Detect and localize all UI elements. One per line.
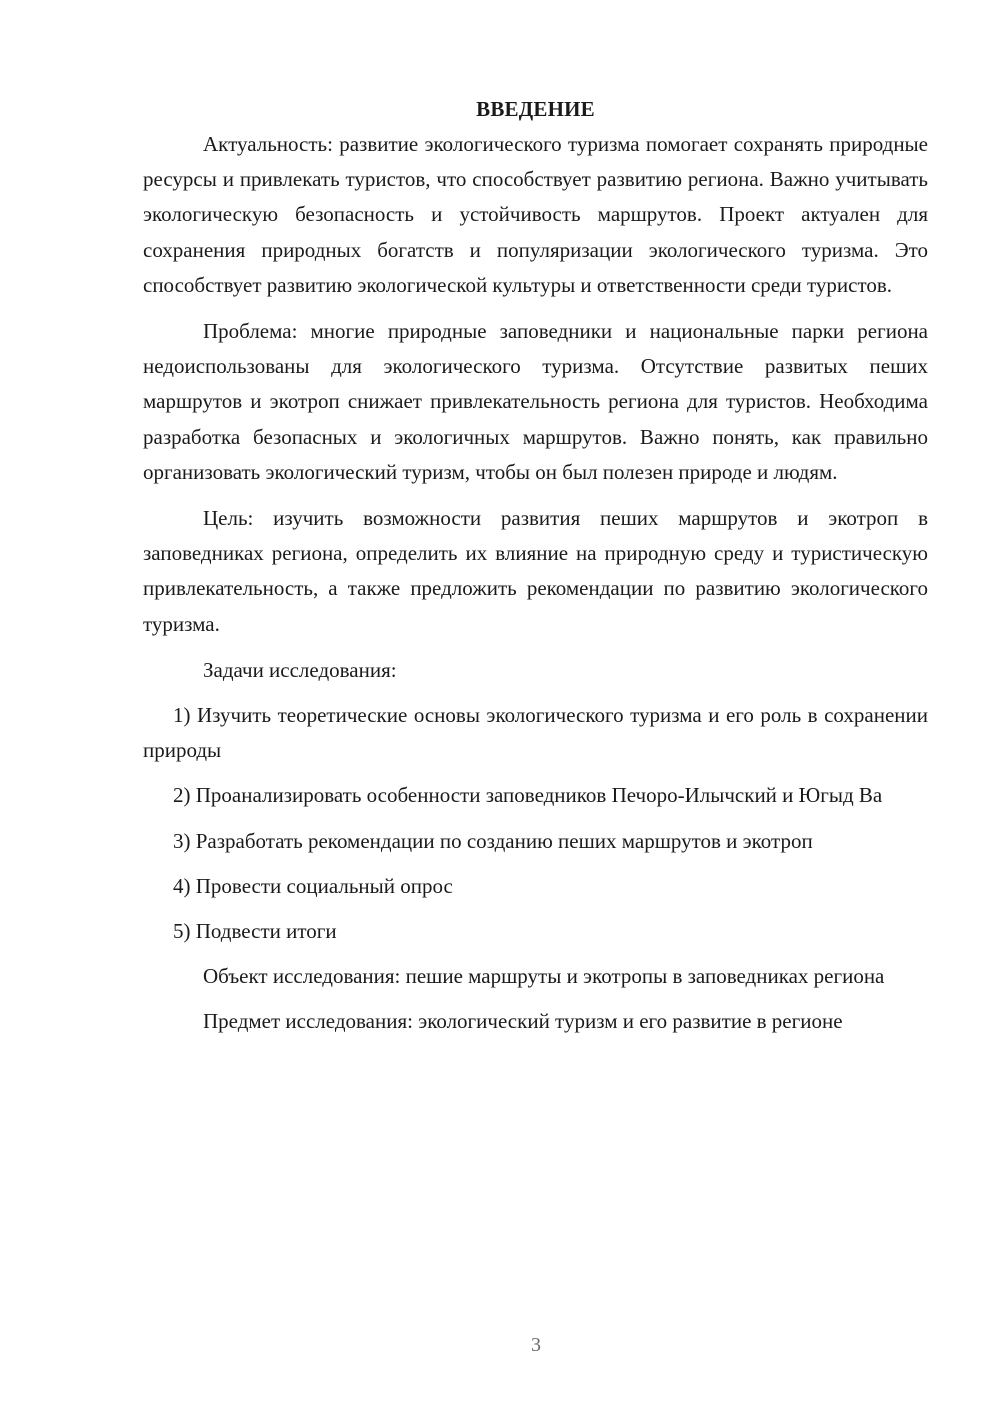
paragraph-object: Объект исследования: пешие маршруты и экотропы в заповедниках региона — [203, 964, 885, 989]
task-item: 1) Изучить теоретические основы экологического туризма и его роль в сохранении природы — [143, 703, 928, 763]
page-number: 3 — [531, 1334, 541, 1356]
task-item: 4) Провести социальный опрос — [173, 873, 453, 898]
task-item: 2) Проанализировать особенности заповедников Печоро-Илычский и Югыд Ва — [173, 783, 883, 808]
task-item: 5) Подвести итоги — [173, 919, 337, 944]
paragraph-problem: Проблема: многие природные заповедники и национальные парки региона недоиспользованы для экологического туризма. Отсутствие развитых пеших маршрутов и экотроп снижает привлекательность региона для туристов. Необходима разработка безопасных и экологичных маршрутов. Важно понять, как правильно организовать экологический туризм, чтобы он был полезен природе и людям. — [143, 319, 928, 484]
paragraph-subject: Предмет исследования: экологический туризм и его развитие в регионе — [203, 1009, 843, 1034]
tasks-heading: Задачи исследования: — [203, 657, 397, 682]
paragraph-relevance: Актуальность: развитие экологического туризма помогает сохранять природные ресурсы и привлекать туристов, что способствует развитию региона. Важно учитывать экологическую безопасность и устойчивость маршрутов. Проект актуален для сохранения природных богатств и популяризации экологического туризма. Это способствует развитию экологической культуры и ответственности среди туристов. — [143, 132, 928, 297]
paragraph-goal: Цель: изучить возможности развития пеших маршрутов и экотроп в заповедниках региона, определить их влияние на природную среду и туристическую привлекательность, а также предложить рекомендации по развитию экологического туризма. — [143, 506, 928, 636]
section-title: ВВЕДЕНИЕ — [476, 97, 595, 121]
task-item: 3) Разработать рекомендации по созданию пеших маршрутов и экотроп — [173, 828, 813, 853]
page-content — [143, 92, 928, 1050]
